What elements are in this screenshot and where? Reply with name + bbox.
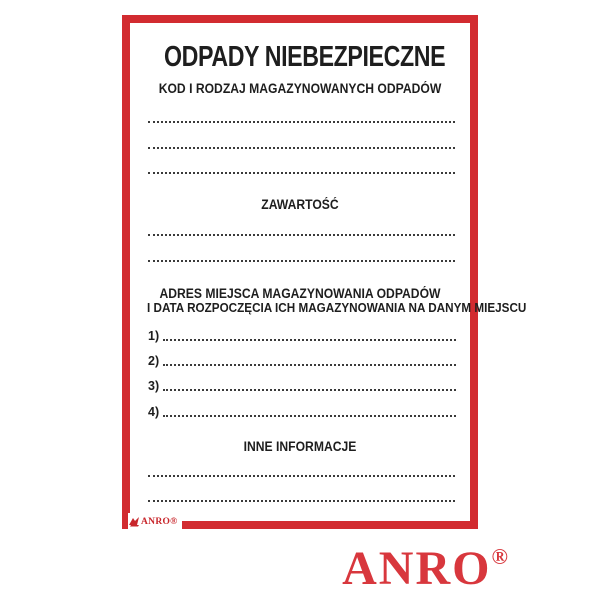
fill-in-line [163, 339, 456, 341]
numbered-fill-in-row [148, 378, 456, 393]
fill-in-line [148, 259, 455, 262]
fill-in-line [148, 474, 455, 477]
row-number-label: 3) [148, 379, 160, 393]
row-number-label: 2) [148, 354, 160, 368]
small-anro-logo-text: ANRO® [141, 516, 178, 527]
anro-brand-wordmark [305, 541, 545, 596]
fill-in-line [163, 415, 456, 417]
section-heading-contents: ZAWARTOŚĆ [261, 197, 339, 212]
brand-name: ANRO [342, 542, 492, 595]
fill-in-line [163, 389, 456, 391]
fill-in-line [148, 499, 455, 502]
section-heading-address-line1: ADRES MIEJSCA MAGAZYNOWANIA ODPADÓW [159, 286, 441, 301]
anro-emblem-icon [129, 516, 140, 527]
section-heading-other-info: INNE INFORMACJE [243, 439, 357, 454]
fill-in-line [148, 120, 455, 123]
registered-trademark-symbol: ® [491, 544, 508, 569]
manufacturer-logo-tab [128, 513, 182, 530]
fill-in-line [148, 171, 455, 174]
row-number-label: 4) [148, 405, 160, 419]
row-number-label: 1) [148, 329, 160, 343]
numbered-fill-in-row [148, 328, 456, 343]
section-heading-waste-code: KOD I RODZAJ MAGAZYNOWANYCH ODPADÓW [158, 81, 442, 96]
sign-title: ODPADY NIEBEZPIECZNE [164, 41, 446, 73]
fill-in-line [163, 364, 456, 366]
numbered-fill-in-row [148, 353, 456, 368]
fill-in-line [148, 233, 455, 236]
numbered-fill-in-row [148, 404, 456, 419]
hazardous-waste-sign [122, 15, 527, 529]
fill-in-line [148, 146, 455, 149]
section-heading-address-line2: I DATA ROZPOCZĘCIA ICH MAGAZYNOWANIA NA DANYM MIEJSCU [147, 300, 527, 315]
